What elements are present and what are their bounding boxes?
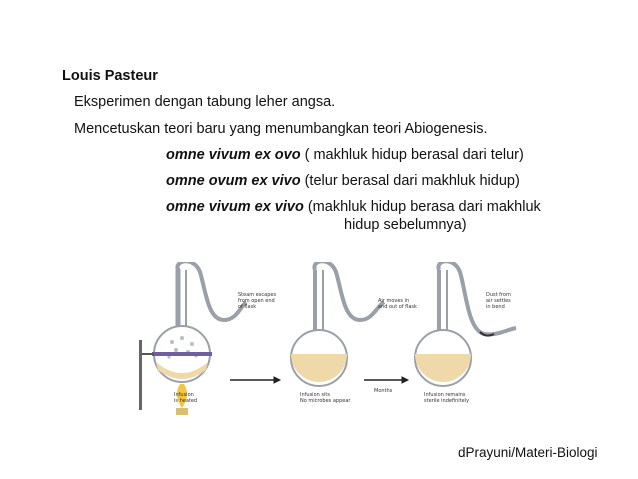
label-line: Months [374, 388, 393, 394]
label-line: Infusion remains [424, 392, 466, 398]
label-line: air settles [486, 298, 511, 304]
label-line: Infusion [174, 392, 194, 398]
flask-sterile [415, 262, 516, 386]
theory-term: omne vivum ex ovo [166, 147, 301, 163]
label-months [374, 388, 393, 394]
label-line: Dust from [486, 292, 511, 298]
label-line: and out of flask [378, 304, 417, 310]
theory-meaning: (makhluk hidup berasa dari makhluk [303, 199, 541, 215]
theory-line-1 [166, 146, 524, 164]
theory-meaning: ( makhluk hidup berasal dari telur) [300, 147, 524, 163]
label-line: Air moves in [378, 298, 410, 304]
label-line: is heated [174, 398, 198, 404]
slide-title: Louis Pasteur [62, 68, 158, 84]
label-steam [238, 292, 278, 310]
swan-neck-flask-illustration [134, 262, 524, 417]
label-air [378, 298, 417, 310]
theory-line-2 [166, 172, 520, 190]
label-line: from open end [238, 298, 275, 304]
theory-term: omne ovum ex vivo [166, 173, 301, 189]
label-dust [486, 292, 512, 310]
bullet-experiment: Eksperimen dengan tabung leher angsa. [74, 94, 336, 110]
label-heated [174, 392, 197, 404]
label-line: sterile indefinitely [424, 398, 470, 404]
theory-term: omne vivum ex vivo [166, 199, 304, 215]
bullet-theory: Mencetuskan teori baru yang menumbangkan teori Abiogenesis. [74, 121, 488, 137]
label-sits [300, 392, 351, 404]
label-line: Infusion sits [300, 392, 330, 398]
theory-line-3 [166, 198, 541, 216]
label-line: of flask [238, 304, 257, 310]
flask-infusion-sits [291, 262, 384, 386]
credit-text: dPrayuni/Materi-Biologi [458, 445, 598, 460]
theory-meaning: (telur berasal dari makhluk hidup) [300, 173, 520, 189]
label-line: No microbes appear [300, 398, 351, 404]
label-line: in bend [486, 304, 505, 310]
theory-line-3-continued: hidup sebelumnya) [344, 217, 467, 233]
label-sterile [424, 392, 469, 404]
label-line: Steam escapes [238, 292, 277, 298]
